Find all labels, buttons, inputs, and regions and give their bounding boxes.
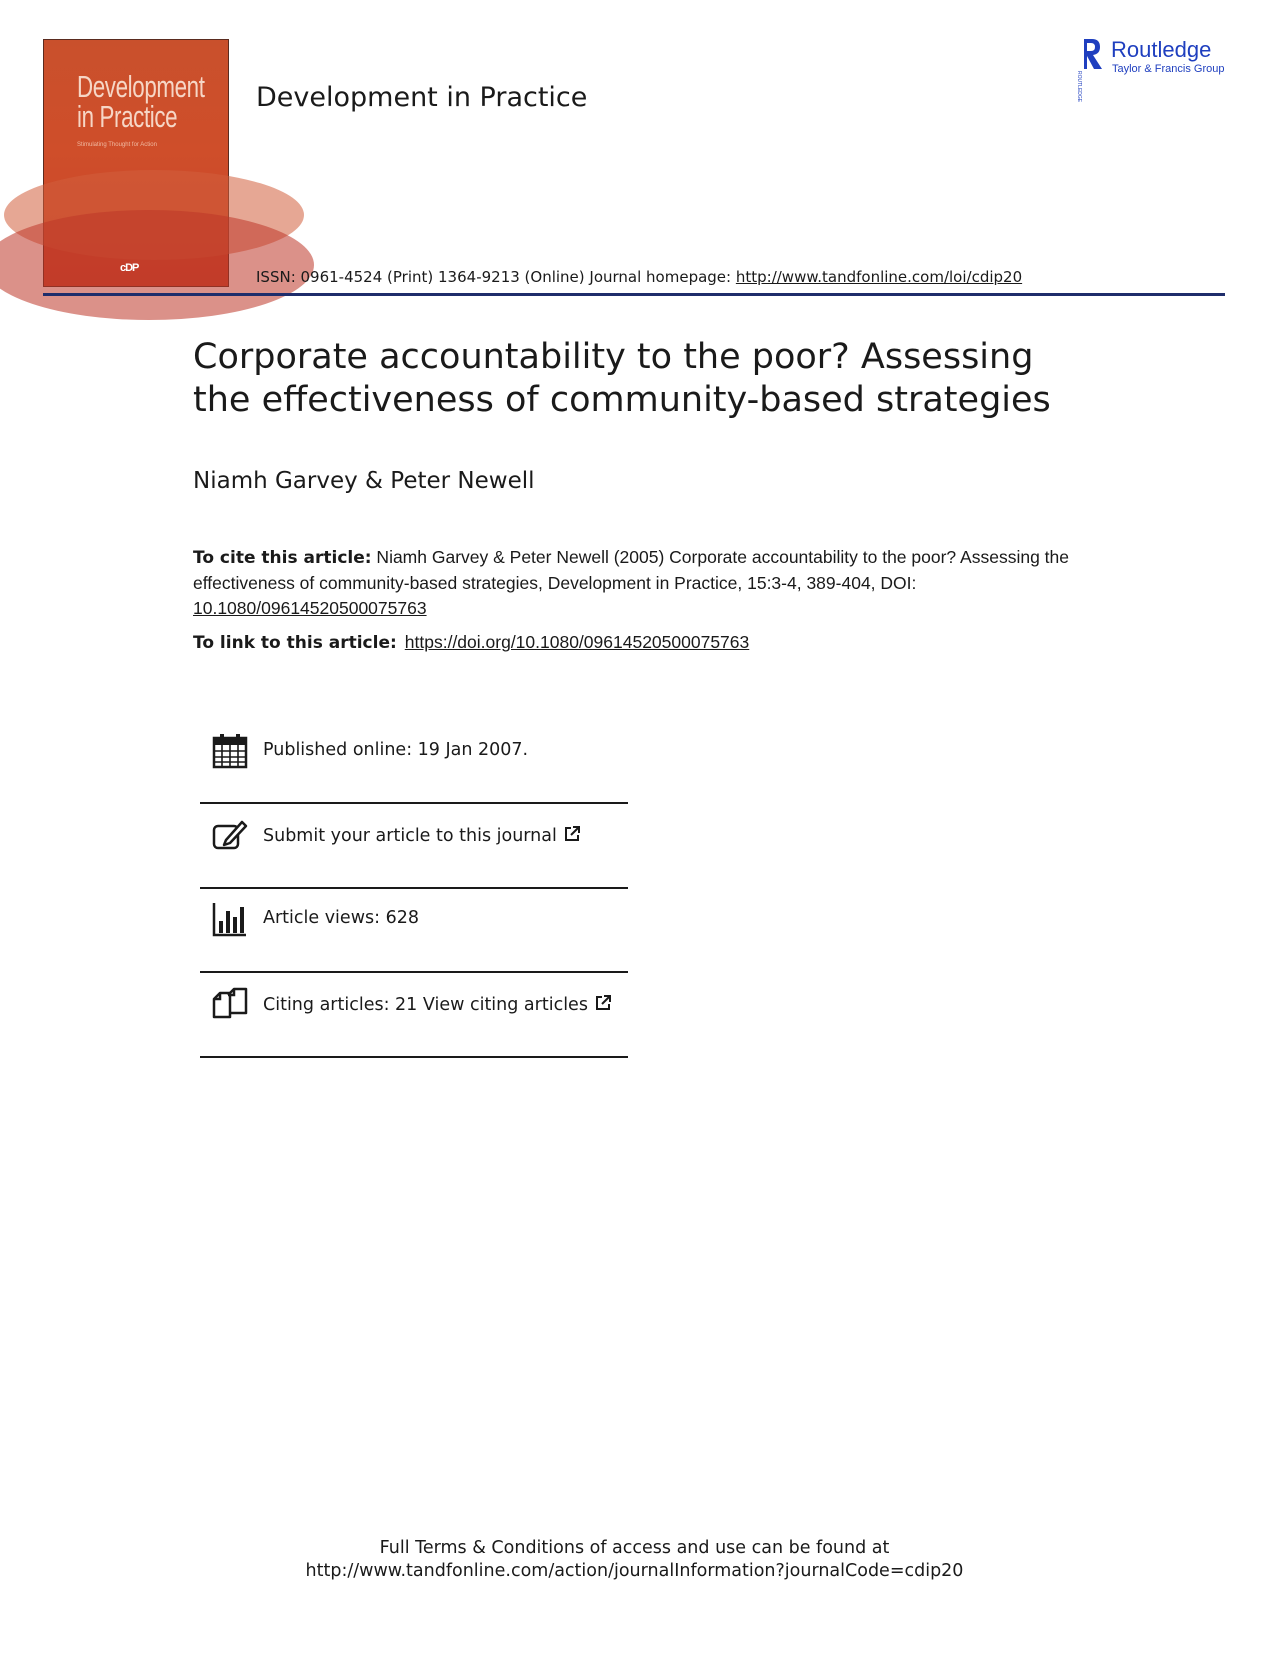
journal-cover	[43, 39, 229, 287]
routledge-logo-icon	[1076, 37, 1106, 103]
citation-text: Niamh Garvey & Peter Newell (2005) Corporate accountability to the poor? Assessing the effectiveness of community-based strategies, Development in Practice, 15:3-4, 389-404, DOI:	[193, 547, 1069, 593]
citing-text: Citing articles: 21 View citing articles	[263, 995, 588, 1015]
article-link-line	[193, 632, 749, 653]
footer-url[interactable]: http://www.tandfonline.com/action/journalInformation?journalCode=cdip20	[305, 1561, 964, 1581]
article-authors: Niamh Garvey & Peter Newell	[193, 468, 535, 494]
article-title-line: the effectiveness of community-based strategies	[193, 380, 1051, 420]
cover-wave	[0, 210, 314, 320]
header-rule	[43, 293, 1225, 296]
published-text: Published online: 19 Jan 2007.	[263, 740, 529, 760]
footer-line: Full Terms & Conditions of access and use can be found at	[379, 1538, 890, 1558]
svg-text:ROUTLEDGE: ROUTLEDGE	[1076, 71, 1082, 103]
publisher-name: Routledge	[1111, 37, 1212, 62]
cover-logo: cDP	[120, 262, 139, 274]
copy-icon	[212, 987, 248, 1023]
citation-lead: To cite this article:	[193, 548, 372, 568]
edit-icon	[212, 818, 248, 854]
submit-text: Submit your article to this journal	[263, 826, 557, 846]
cover-title: Development in Practice	[77, 69, 205, 134]
divider	[200, 971, 628, 973]
article-doi-url[interactable]: https://doi.org/10.1080/09614520500075763	[404, 632, 750, 652]
submit-article-link[interactable]	[263, 825, 581, 846]
footer	[0, 1537, 1269, 1583]
link-lead: To link to this article:	[193, 633, 397, 653]
publisher-sub: Taylor & Francis Group	[1112, 63, 1225, 75]
bar-chart-icon	[212, 901, 248, 937]
external-link-icon	[594, 994, 612, 1012]
calendar-icon	[212, 733, 248, 769]
journal-title: Development in Practice	[256, 82, 588, 113]
divider	[200, 1056, 628, 1058]
cover-subtitle: Stimulating Thought for Action	[77, 142, 157, 148]
citing-articles-link[interactable]	[263, 994, 612, 1015]
views-text: Article views: 628	[263, 908, 419, 928]
journal-homepage-link[interactable]: http://www.tandfonline.com/loi/cdip20	[735, 268, 1023, 286]
external-link-icon	[563, 825, 581, 843]
issn-text: ISSN: 0961-4524 (Print) 1364-9213 (Online) Journal homepage:	[256, 268, 736, 286]
issn-line	[256, 268, 1022, 286]
divider	[200, 802, 628, 804]
article-title-line: Corporate accountability to the poor? Assessing	[193, 337, 1034, 377]
doi-link[interactable]: 10.1080/09614520500075763	[193, 598, 427, 618]
citation-block	[193, 545, 1073, 621]
article-title	[193, 336, 1093, 422]
divider	[200, 887, 628, 889]
